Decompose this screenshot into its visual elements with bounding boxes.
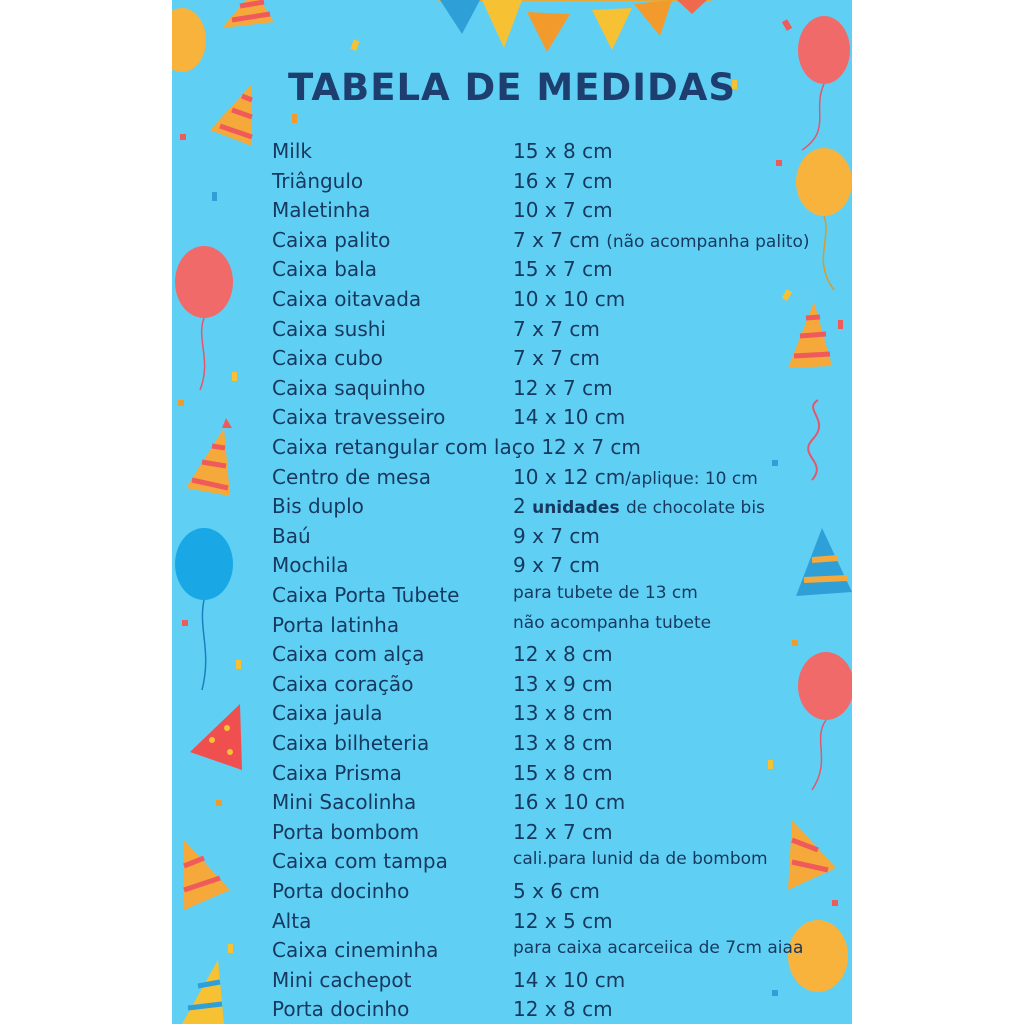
product-name: Porta bombom <box>272 819 420 844</box>
table-row <box>272 701 832 731</box>
product-name: Caixa com alça <box>272 642 425 667</box>
product-measure: não acompanha tubete <box>513 612 712 633</box>
product-name: Porta latinha <box>272 612 400 637</box>
product-measure: 15 x 8 cm <box>513 139 613 163</box>
product-name: Caixa Porta Tubete <box>272 583 460 607</box>
product-name: Caixa sushi <box>272 316 386 341</box>
product-name: Caixa travesseiro <box>272 405 446 430</box>
product-measure: 12 x 8 cm <box>513 997 613 1022</box>
table-row <box>272 169 832 199</box>
table-row <box>272 761 832 791</box>
product-name: Mini Sacolinha <box>272 790 417 815</box>
table-row <box>272 790 832 820</box>
balloon-icon <box>175 528 233 690</box>
party-hat-icon <box>222 0 274 28</box>
product-measure: 12 x 7 cm <box>513 375 613 400</box>
table-row <box>272 405 832 435</box>
product-measure: 5 x 6 cm <box>513 879 600 903</box>
table-row <box>272 257 832 287</box>
product-name: Baú <box>272 523 311 548</box>
table-row <box>272 968 832 998</box>
product-name: Centro de mesa <box>272 464 431 489</box>
product-measure: 16 x 10 cm <box>513 790 626 815</box>
product-name: Porta docinho <box>272 997 410 1022</box>
product-measure: 12 x 7 cm <box>513 819 613 844</box>
party-hat-icon <box>186 418 232 496</box>
product-note-bold: unidades <box>532 498 620 519</box>
table-row <box>272 583 832 613</box>
product-measure: 2 unidades de chocolate bis <box>513 494 765 519</box>
product-name: Mini cachepot <box>272 967 412 992</box>
product-name: Caixa palito <box>272 227 391 252</box>
balloon-icon <box>175 246 233 390</box>
product-name: Caixa coração <box>272 671 414 696</box>
table-row <box>272 139 832 169</box>
party-hat-icon <box>184 840 230 910</box>
table-row <box>272 849 832 879</box>
product-measure: cali.para lunid da de bombom <box>513 849 768 870</box>
table-row <box>272 435 832 465</box>
product-measure: 7 x 7 cm <box>513 346 600 371</box>
product-name: Mochila <box>272 553 349 578</box>
product-name: Caixa jaula <box>272 701 383 726</box>
table-row <box>272 228 832 258</box>
poster <box>172 0 852 1024</box>
product-name: Caixa oitavada <box>272 287 422 311</box>
product-measure: 10 x 12 cm/aplique: 10 cm <box>513 464 758 489</box>
table-row <box>272 287 832 317</box>
product-name: Caixa retangular com laço 12 x 7 cm <box>272 435 641 459</box>
table-row <box>272 672 832 702</box>
product-note: (não acompanha palito) <box>606 231 810 252</box>
table-row <box>272 879 832 909</box>
product-note: de chocolate bis <box>625 498 765 519</box>
product-measure: 7 x 7 cm (não acompanha palito) <box>513 227 810 252</box>
product-measure: para caixa acarceiica de 7cm aiaa <box>513 938 804 959</box>
table-row <box>272 938 832 968</box>
product-name: Caixa cineminha <box>272 938 439 963</box>
product-measure: 13 x 8 cm <box>513 701 613 726</box>
table-row <box>272 494 832 524</box>
product-name: Maletinha <box>272 198 371 223</box>
product-name: Porta docinho <box>272 879 410 903</box>
product-measure: 12 x 7 cm <box>541 435 641 459</box>
product-measure: 13 x 9 cm <box>513 671 613 696</box>
product-measure: 7 x 7 cm <box>513 316 600 341</box>
party-hat-icon <box>182 960 224 1024</box>
table-row <box>272 731 832 761</box>
product-name: Caixa cubo <box>272 346 383 371</box>
product-measure: 15 x 7 cm <box>513 257 613 282</box>
table-row <box>272 997 832 1024</box>
table-row <box>272 465 832 495</box>
product-name: Caixa bala <box>272 257 377 282</box>
product-name: Bis duplo <box>272 494 364 519</box>
product-measure: 14 x 10 cm <box>513 967 626 992</box>
bunting-flags <box>438 0 712 52</box>
product-measure: 12 x 8 cm <box>513 642 613 667</box>
table-row <box>272 317 832 347</box>
product-measure: 15 x 8 cm <box>513 760 613 785</box>
table-row <box>272 820 832 850</box>
party-hat-icon <box>190 704 242 770</box>
product-measure: 16 x 7 cm <box>513 168 613 193</box>
product-name: Caixa bilheteria <box>272 731 430 755</box>
product-name: Milk <box>272 139 312 163</box>
table-row <box>272 524 832 554</box>
product-measure: 10 x 7 cm <box>513 198 613 223</box>
table-row <box>272 642 832 672</box>
product-measure: para tubete de 13 cm <box>513 583 698 603</box>
table-row <box>272 198 832 228</box>
balloon-icon <box>172 8 206 72</box>
product-name: Caixa Prisma <box>272 760 402 785</box>
product-name: Alta <box>272 908 312 933</box>
table-row <box>272 909 832 939</box>
product-measure: 14 x 10 cm <box>513 405 626 430</box>
product-measure: 9 x 7 cm <box>513 523 600 548</box>
table-row <box>272 553 832 583</box>
product-measure: 12 x 5 cm <box>513 908 613 933</box>
product-measure: 13 x 8 cm <box>513 731 613 755</box>
product-name: Triângulo <box>272 168 364 193</box>
table-row <box>272 613 832 643</box>
table-row <box>272 376 832 406</box>
product-measure: 10 x 10 cm <box>513 287 626 311</box>
table-row <box>272 346 832 376</box>
product-name: Caixa saquinho <box>272 375 426 400</box>
product-name: Caixa com tampa <box>272 849 448 874</box>
page-title: TABELA DE MEDIDAS <box>287 66 736 109</box>
product-note: /aplique: 10 cm <box>625 468 758 489</box>
product-measure: 9 x 7 cm <box>513 553 600 578</box>
